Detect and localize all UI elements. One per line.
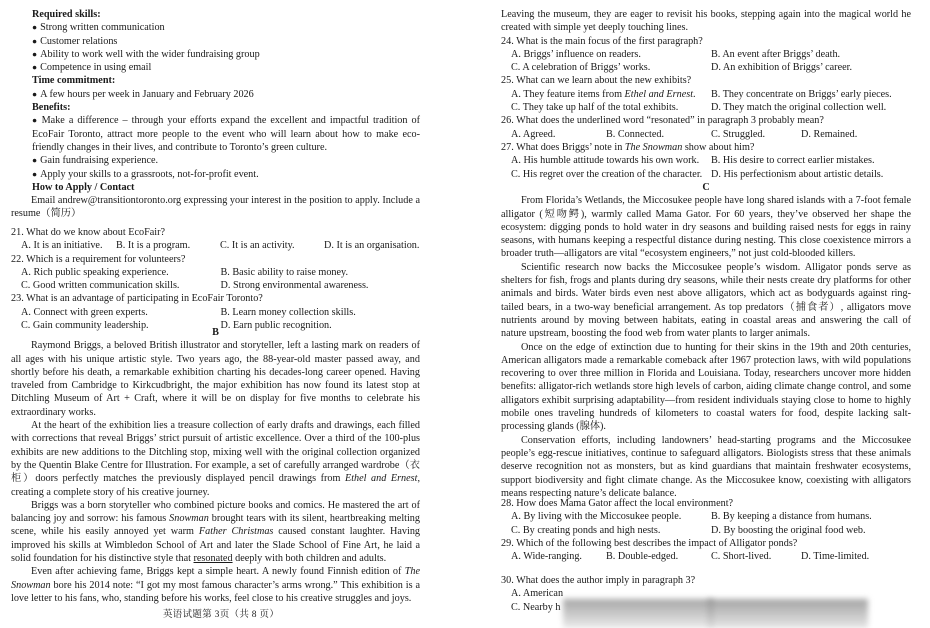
text: , creating a complete story of his creative journey.: [11, 473, 420, 498]
option: C. Short-lived.: [711, 551, 772, 563]
option: C. Struggled.: [711, 128, 766, 140]
benefit-item: ● Gain fundraising experience.: [11, 154, 420, 167]
option: A. Connect with green experts.: [21, 306, 148, 318]
option: C. By creating ponds and high nests.: [511, 524, 661, 536]
skill-item: ● Strong written communication: [11, 21, 420, 34]
book-title: Ethel and Ernest: [344, 473, 418, 485]
options-22: [11, 279, 420, 292]
passage-c-paragraph-4: Conservation efforts, including landowners’ head-starting programs and the Miccosukee people’s egg-rescue initiatives, continue to safeguard alligators. Biologists stress that these animals deserve recognition not as monsters, but as kind guardians that maintain freshwater ecosystems, support biodiversity and fight climate change. As the Miccosukee know, coexisting with alligators means respecting nature’s delicate balance.: [501, 434, 911, 499]
options-24: [501, 48, 911, 61]
option: C. Good written communication skills.: [21, 280, 180, 292]
option: C. It is an activity.: [220, 240, 295, 252]
question-21: 21. What do we know about EcoFair?: [11, 227, 166, 238]
volunteer-info-block: [11, 8, 420, 221]
benefits-heading: Benefits:: [32, 102, 71, 114]
option: A. Briggs’ influence on readers.: [511, 48, 641, 60]
question-27: [501, 141, 911, 154]
options-22: [11, 266, 420, 279]
options-27: [501, 168, 911, 181]
option: C. They take up half of the total exhibits.: [511, 102, 679, 114]
option: B. By keeping a distance from humans.: [711, 511, 872, 523]
apply-text: Email andrew@transitiontoronto.org expressing your interest in the position to apply. Include a resume（简历）: [11, 195, 420, 220]
question-28: 28. How does Mama Gator affect the local environment?: [501, 498, 734, 509]
option: B. Basic ability to raise money.: [220, 266, 349, 278]
skill-item: ● Competence in using email: [11, 61, 420, 74]
question-30: 30. What does the author imply in paragraph 3?: [501, 575, 696, 586]
text: 27. What does Briggs’ note in: [501, 141, 625, 153]
passage-c-paragraph-2: Scientific research now backs the Miccosukee people’s wisdom. Alligator ponds serve as shelters for fish, frogs and plants during dry seasons, while their nests create dry platforms for other animals and birds. Water birds even nest above alligators, which act as bodyguards against ring-tailed bears, in a two-way beneficial arrangement. As top predators（捕食者）, alligators move nutrients around by moving between habitats, eating in coastal areas and answering the call of nature upstream, boosting the food web from water plants to larger animals.: [501, 261, 911, 340]
section-c-heading: C: [702, 182, 710, 193]
options-25: [501, 101, 911, 114]
option: D. It is an organisation.: [324, 240, 420, 252]
option: A. Agreed.: [511, 128, 556, 140]
text: Even after achieving fame, Briggs kept a simple heart. A newly found Finnish edition of: [31, 566, 405, 578]
options-29: [501, 550, 911, 563]
benefit-item: ● Apply your skills to a grassroots, not-for-profit event.: [11, 168, 420, 181]
option: B. They concentrate on Briggs’ early pieces.: [711, 88, 892, 100]
text: show about him?: [682, 141, 755, 153]
option: C. Nearby h: [511, 601, 561, 613]
apply-heading: How to Apply / Contact: [32, 181, 135, 193]
options-28: [501, 510, 911, 523]
option: B. Connected.: [606, 128, 665, 140]
option: A. It is an initiative.: [21, 240, 103, 252]
smudge-overlay: [708, 599, 868, 628]
option: D. His perfectionism about artistic details.: [711, 168, 884, 180]
text: At the heart of the exhibition lies a treasure collection of early drafts and drawings, each filled with corrections that reveal Briggs’ strict pursuit of artistic excellence. Over a third of the 100-plus exhibits are new additions to the Ditchling stop, mixing well with the original collection organized by the Quentin Blake Centre for Illustration. For example, a set of carefully arranged wardrobe（衣柜）doors perfectly matches the previously displayed pencil drawings from: [11, 420, 420, 485]
option: D. Time-limited.: [801, 551, 870, 563]
time-commitment-heading: Time commitment:: [32, 75, 116, 87]
text: .: [693, 88, 696, 100]
question-26: 26. What does the underlined word “resonated” in paragraph 3 probably mean?: [501, 115, 824, 127]
time-item: ● A few hours per week in January and February 2026: [11, 88, 420, 101]
text: bore his 2014 note: “I got my most famous character’s arms wrong.” This exhibition is a love letter to his fans, who, standing before his works, feel close to his creative struggles and joys.: [11, 579, 420, 604]
passage-b-continuation: Leaving the museum, they are eager to revisit his books, stepping again into the magical world he created with simple yet deeply touching lines.: [501, 9, 911, 34]
question-25: 25. What can we learn about the new exhibits?: [501, 75, 692, 87]
option: D. They match the original collection well.: [711, 102, 887, 114]
skill-item: ● Ability to work well with the wider fundraising group: [11, 48, 420, 61]
book-title: The Snowman: [11, 566, 420, 591]
option: [511, 88, 711, 101]
passage-b-end-and-questions: [501, 8, 911, 181]
option: A. American: [511, 588, 564, 600]
text: deeply with both children and adults.: [232, 553, 387, 565]
options-27: [501, 154, 911, 167]
option: B. An event after Briggs’ death.: [711, 48, 841, 60]
question-23: 23. What is an advantage of participating in EcoFair Toronto?: [11, 293, 263, 305]
passage-b-paragraph-3: [11, 499, 420, 565]
option: B. His desire to correct earlier mistakes.: [711, 155, 875, 167]
skill-item: ● Customer relations: [11, 35, 420, 48]
passage-c-paragraph-3: Once on the edge of extinction due to hunting for their skins in the 19th and 20th centuries, American alligators made a remarkable comeback after 1967 protection laws, with wild populations recovering to over three million in Florida and Louisiana. Today, researchers uncover more hidden benefits: alligator-rich wetlands store high levels of carbon, aiding climate change control, and some alligators exhibit surprising adaptability—from resident individuals staying close to home to highly mobile ones traveling hundreds of kilometers to coastal waters for food, despite lacking salt-processing glands (腺体).: [501, 341, 911, 433]
option: D. By boosting the original food web.: [711, 524, 866, 536]
option: A. Wide-ranging.: [511, 551, 582, 563]
text: caused constant laughter. Having improved his skills at Wimbledon School of Art and later the Slade School of Fine Art, he laid a solid foundation for his distinctive style that: [11, 526, 421, 565]
option: D. Strong environmental awareness.: [220, 280, 369, 292]
passage-b: [11, 326, 420, 605]
book-title: The Snowman: [624, 141, 683, 153]
page-footer: 英语试题第 3页（共 8 页）: [163, 610, 280, 620]
book-title: Snowman: [169, 513, 209, 525]
options-24: [501, 61, 911, 74]
underlined-word: resonated: [193, 553, 233, 565]
passage-b-paragraph-4: [11, 565, 420, 605]
questions-28-30: [501, 497, 911, 563]
options-25: [501, 88, 911, 101]
passage-c: [501, 181, 911, 500]
text: brought tears with its silent, heartbreaking melting scene, while his easily annoyed yet warm: [11, 513, 420, 538]
option: B. It is a program.: [116, 240, 191, 252]
section-b-heading: B: [212, 327, 219, 338]
option: A. Rich public speaking experience.: [21, 266, 169, 278]
options-28: [501, 524, 911, 537]
option: D. An exhibition of Briggs’ career.: [711, 62, 852, 74]
option: B. Learn money collection skills.: [220, 306, 356, 318]
option: A. His humble attitude towards his own work.: [511, 155, 700, 167]
text: Briggs was a born storyteller who combined picture books and comics. He mastered the art of balancing joy and sorrow: his famous: [11, 499, 420, 525]
option: C. Gain community leadership.: [21, 320, 149, 332]
required-skills-heading: Required skills:: [32, 9, 101, 20]
option: D. Remained.: [801, 128, 858, 140]
question-29: 29. Which of the following best describes the impact of Alligator ponds?: [501, 537, 798, 549]
benefit-item: ● Make a difference – through your efforts expand the excellent and impactful tradition of EcoFair Toronto, attract more people to the event who will learn about how to make eco-friendly changes in their lives, and contribute to Toronto’s green culture.: [11, 114, 420, 154]
passage-b-paragraph-2: [11, 419, 420, 499]
text: A. They feature items from: [511, 88, 625, 100]
questions-21-23: [11, 226, 420, 332]
passage-c-paragraph-1: From Florida’s Wetlands, the Miccosukee people have long shared islands with a 7-foot female alligator (短吻鳄), warmly called Mama Gator. For 60 years, they’ve observed her shape the ecosystem: digging ponds to hold water in dry seasons and building raised nests for eggs in rainy seasons, with humans keeping a respectful distance during nesting. This close coexistence mirrors a broader truth—alligators are vital “ecosystem engineers,” not just cold-blooded killers.: [501, 195, 911, 260]
option: C. A celebration of Briggs’ works.: [511, 62, 651, 74]
options-26: [501, 128, 911, 141]
options-23: [11, 306, 420, 319]
option: B. Double-edged.: [606, 551, 679, 563]
question-24: 24. What is the main focus of the first paragraph?: [501, 35, 703, 47]
option: C. His regret over the creation of the character.: [511, 168, 703, 180]
question-22: 22. Which is a requirement for volunteers?: [11, 253, 186, 265]
passage-b-paragraph-1: Raymond Briggs, a beloved British illustrator and storyteller, left a lasting mark on readers of all ages with his unique artistic style. Two years ago, the 88-year-old master passed away, and shortly before his death, a remarkable exhibition charting his decades-long career opened. Having traveled from Cambridge to Kirkcudbright, the major exhibition has now found its latest stop at Ditchling Museum of Art + Craft, where it will be on display for five months to celebrate his extraordinary works.: [11, 340, 420, 418]
option: D. Earn public recognition.: [220, 320, 332, 332]
options-21: [11, 239, 420, 252]
option: A. By living with the Miccosukee people.: [511, 511, 682, 523]
book-title: Father Christmas: [198, 526, 274, 538]
smudge-overlay: [563, 599, 713, 628]
book-title: Ethel and Ernest: [624, 88, 694, 100]
